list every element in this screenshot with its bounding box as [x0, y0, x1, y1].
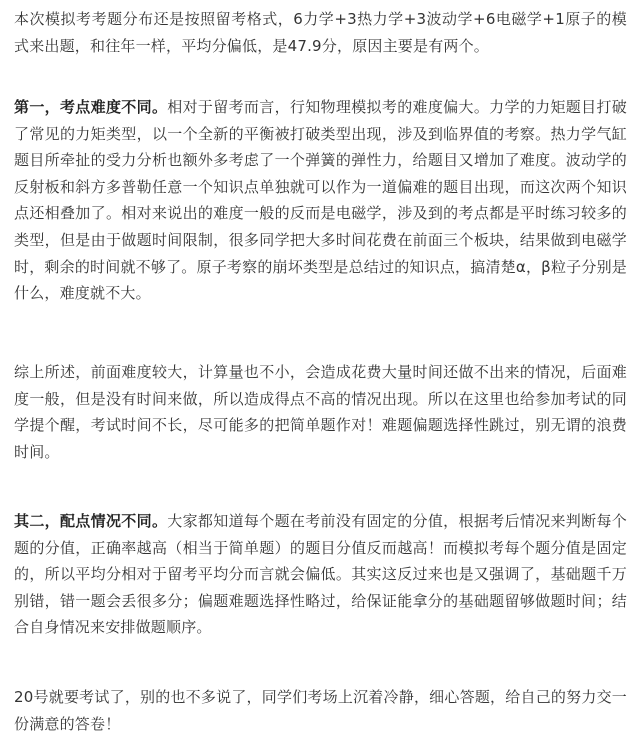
intro-paragraph: 本次模拟考考题分布还是按照留考格式，6力学+3热力学+3波动学+6电磁学+1原子的模式来出题，和往年一样，平均分偏低，是47.9分，原因主要是有两个。	[14, 10, 627, 55]
section-2-paragraph	[14, 508, 627, 641]
section-1-heading: 第一，考点难度不同。	[14, 98, 168, 116]
closing-paragraph: 20号就要考试了，别的也不多说了，同学们考场上沉着冷静，细心答题，给自己的努力交一份满意的答卷！	[14, 688, 627, 733]
section-2-body: 大家都知道每个题在考前没有固定的分值，根据考后情况来判断每个题的分值，正确率越高（相当于简单题）的题目分值反而越高！而模拟考每个题分值是固定的，所以平均分相对于留考平均分而言就会偏低。其实这反过来也是又强调了，基础题千万别错，错一题会丢很多分；偏题难题选择性略过，给保证能拿分的基础题留够做题时间；结合自身情况来安排做题顺序。	[14, 512, 627, 637]
section-2-heading: 其二，配点情况不同。	[14, 512, 168, 530]
section-1-body: 相对于留考而言，行知物理模拟考的难度偏大。力学的力矩题目打破了常见的力矩类型，以一个全新的平衡被打破类型出现，涉及到临界值的考察。热力学气缸题目所牵扯的受力分析也额外多考虑了一个弹簧的弹性力，给题目又增加了难度。波动学的反射板和斜方多普勒任意一个知识点单独就可以作为一道偏难的题目出现，而这次两个知识点还相叠加了。相对来说出的难度一般的反而是电磁学，涉及到的考点都是平时练习较多的类型，但是由于做题时间限制，很多同学把大多时间花费在前面三个板块，结果做到电磁学时，剩余的时间就不够了。原子考察的崩坏类型是总结过的知识点，搞清楚α，β粒子分别是什么，难度就不大。	[14, 98, 627, 303]
section-1-paragraph	[14, 94, 627, 307]
summary-paragraph: 综上所述，前面难度较大，计算量也不小，会造成花费大量时间还做不出来的情况，后面难度一般，但是没有时间来做，所以造成得点不高的情况出现。所以在这里也给参加考试的同学提个醒，考试时间不长，尽可能多的把简单题作对！难题偏题选择性跳过，别无谓的浪费时间。	[14, 363, 627, 461]
